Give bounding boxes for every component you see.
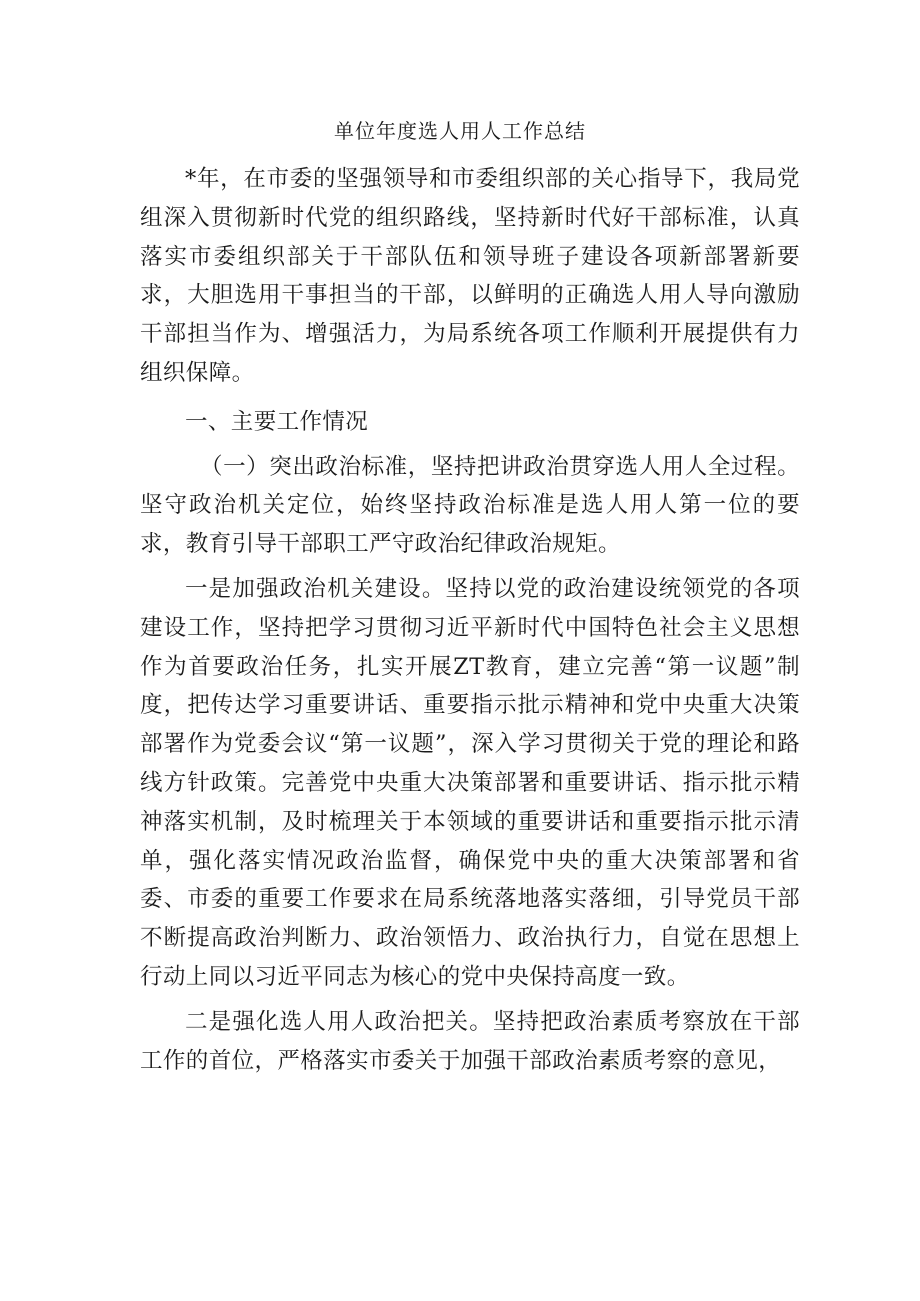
document-body <box>140 160 800 1080</box>
subsection-political-standard: （一）突出政治标准，坚持把讲政治贯穿选人用人全过程。坚守政治机关定位，始终坚持政治标准是选人用人第一位的要求，教育引导干部职工严守政治纪律政治规矩。 <box>140 453 800 558</box>
intro-paragraph: *年，在市委的坚强领导和市委组织部的关心指导下，我局党组深入贯彻新时代党的组织路线，坚持新时代好干部标准，认真落实市委组织部关于干部队伍和领导班子建设各项新部署新要求，大胆选用干事担当的干部，以鲜明的正确选人用人导向激励干部担当作为、增强活力，为局系统各项工作顺利开展提供有力组织保障。 <box>140 166 800 386</box>
paragraph-political-organ-building: 一是加强政治机关建设。坚持以党的政治建设统领党的各项建设工作，坚持把学习贯彻习近平新时代中国特色社会主义思想作为首要政治任务，扎实开展ZT教育，建立完善“第一议题”制度，把传达学习重要讲话、重要指示批示精神和党中央重大决策部署作为党委会议“第一议题”，深入学习贯彻关于党的理论和路线方针政策。完善党中央重大决策部署和重要讲话、指示批示精神落实机制，及时梳理关于本领域的重要讲话和重要指示批示清单，强化落实情况政治监督，确保党中央的重大决策部署和省委、市委的重要工作要求在局系统落地落实落细，引导党员干部不断提高政治判断力、政治领悟力、政治执行力，自觉在思想上行动上同以习近平同志为核心的党中央保持高度一致。 <box>140 575 800 990</box>
section-heading-main-work: 一、主要工作情况 <box>185 408 369 435</box>
paragraph-political-gatekeeping: 二是强化选人用人政治把关。坚持把政治素质考察放在干部工作的首位，严格落实市委关于加强干部政治素质考察的意见， <box>140 1008 800 1074</box>
document-title: 单位年度选人用人工作总结 <box>334 119 586 143</box>
